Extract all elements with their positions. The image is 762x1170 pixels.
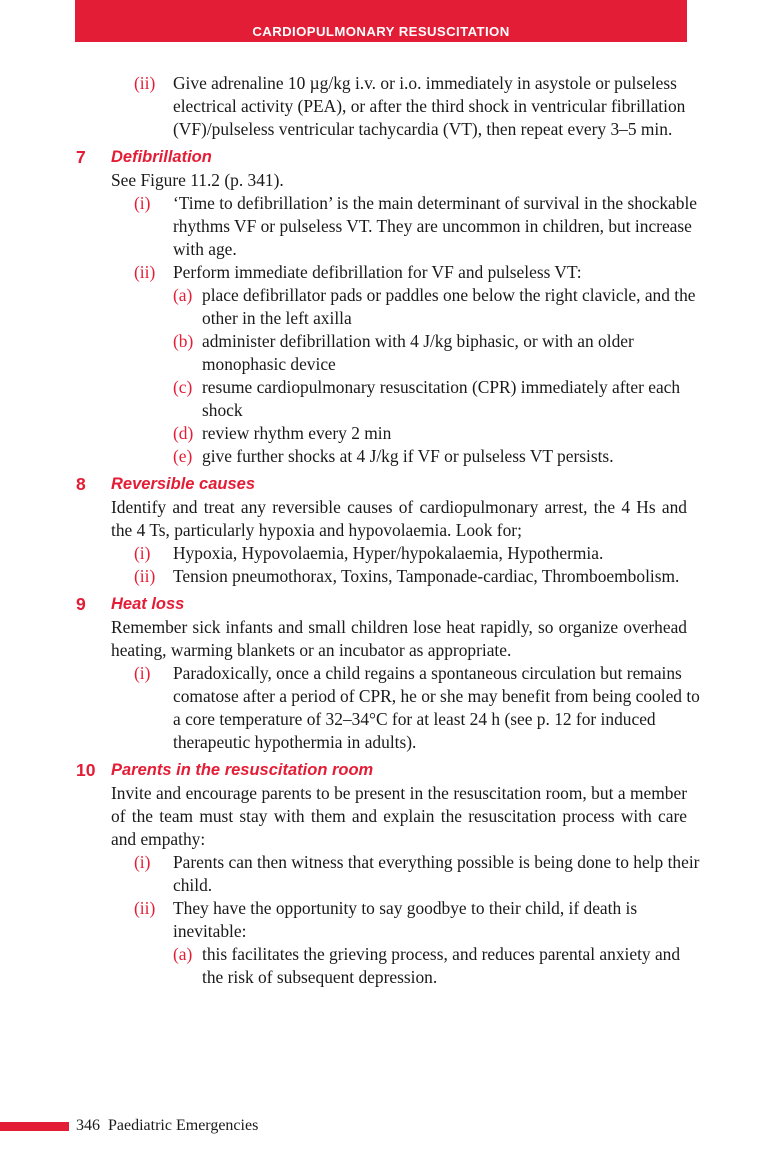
page-footer [76, 1115, 258, 1137]
running-header [75, 0, 687, 42]
sub-list-item [0, 445, 762, 468]
item-label: (ii) [134, 566, 156, 586]
sub-item-text: administer defibrillation with 4 J/kg biphasic, or with an older monophasic device [202, 331, 634, 374]
item-text: ‘Time to defibrillation’ is the main determinant of survival in the shockable rhythms VF or pulseless VT. They are uncommon in children, but increase with age. [173, 193, 698, 259]
list-item [0, 565, 762, 588]
item-label: (i) [134, 852, 151, 872]
list-item [0, 192, 762, 261]
list-item [0, 542, 762, 565]
sub-item-label: (a) [173, 944, 193, 964]
sub-item-text: this facilitates the grieving process, and reduces parental anxiety and the risk of subsequent depression. [202, 944, 681, 987]
paragraph: Identify and treat any reversible causes of cardiopulmonary arrest, the 4 Hs and the 4 Ts, particularly hypoxia and hypovolaemia. Look for; [111, 497, 687, 540]
list-item [0, 72, 762, 141]
item-label: (i) [134, 543, 151, 563]
section-number: 10 [76, 760, 96, 780]
item-text: Give adrenaline 10 µg/kg i.v. or i.o. immediately in asystole or pulseless electrical activity (PEA), or after the third shock in ventricular fibrillation (VF)/pulseless ventricular tachycardia (VT), then repeat every 3–5 min. [173, 73, 686, 139]
sub-item-text: give further shocks at 4 J/kg if VF or pulseless VT persists. [202, 446, 614, 466]
section-reversible-causes [0, 473, 762, 588]
sub-item-label: (d) [173, 423, 194, 443]
section-number: 9 [76, 594, 86, 614]
item-text: Perform immediate defibrillation for VF and pulseless VT: [173, 262, 582, 282]
sub-item-text: resume cardiopulmonary resuscitation (CPR) immediately after each shock [202, 377, 681, 420]
page-content [0, 72, 762, 989]
sub-list-item [0, 422, 762, 445]
sub-list-item [0, 330, 762, 376]
sub-list-item [0, 376, 762, 422]
item-label: (ii) [134, 262, 156, 282]
section-parents [0, 759, 762, 989]
sub-item-label: (e) [173, 446, 193, 466]
sub-item-text: review rhythm every 2 min [202, 423, 392, 443]
item-text: Tension pneumothorax, Toxins, Tamponade-cardiac, Thromboembolism. [173, 566, 680, 586]
section-title: Parents in the resuscitation room [111, 761, 374, 779]
item-label: (ii) [134, 898, 156, 918]
item-label: (i) [134, 663, 151, 683]
section-title: Defibrillation [111, 148, 212, 166]
section-number: 7 [76, 147, 86, 167]
list-item [0, 662, 762, 754]
footer-accent-bar [0, 1122, 69, 1131]
sub-item-label: (a) [173, 285, 193, 305]
section-defibrillation [0, 146, 762, 468]
sub-item-label: (c) [173, 377, 193, 397]
list-item [0, 851, 762, 897]
sub-list-item [0, 943, 762, 989]
item-text: They have the opportunity to say goodbye to their child, if death is inevitable: [173, 898, 638, 941]
book-title: Paediatric Emergencies [108, 1117, 259, 1134]
section-heat-loss [0, 593, 762, 754]
page-number: 346 [76, 1117, 100, 1134]
section-title: Heat loss [111, 595, 185, 613]
running-header-title: CARDIOPULMONARY RESUSCITATION [252, 24, 510, 39]
item-label: (i) [134, 193, 151, 213]
section-title: Reversible causes [111, 475, 256, 493]
sub-item-label: (b) [173, 331, 194, 351]
sub-item-text: place defibrillator pads or paddles one below the right clavicle, and the other in the left axilla [202, 285, 696, 328]
item-text: Parents can then witness that everything possible is being done to help their child. [173, 852, 700, 895]
section-number: 8 [76, 474, 86, 494]
item-label: (ii) [134, 73, 156, 93]
item-text: Hypoxia, Hypovolaemia, Hyper/hypokalaemia, Hypothermia. [173, 543, 604, 563]
paragraph: See Figure 11.2 (p. 341). [111, 170, 284, 190]
paragraph: Invite and encourage parents to be present in the resuscitation room, but a member of the team must stay with them and explain the resuscitation process with care and empathy: [111, 783, 687, 849]
item-text: Paradoxically, once a child regains a spontaneous circulation but remains comatose after a period of CPR, he or she may benefit from being cooled to a core temperature of 32–34°C for at least 24 h (see p. 12 for induced therapeutic hypothermia in adults). [173, 663, 700, 752]
sub-list-item [0, 284, 762, 330]
paragraph: Remember sick infants and small children lose heat rapidly, so organize overhead heating, warming blankets or an incubator as appropriate. [111, 617, 687, 660]
list-item [0, 897, 762, 943]
list-item [0, 261, 762, 284]
